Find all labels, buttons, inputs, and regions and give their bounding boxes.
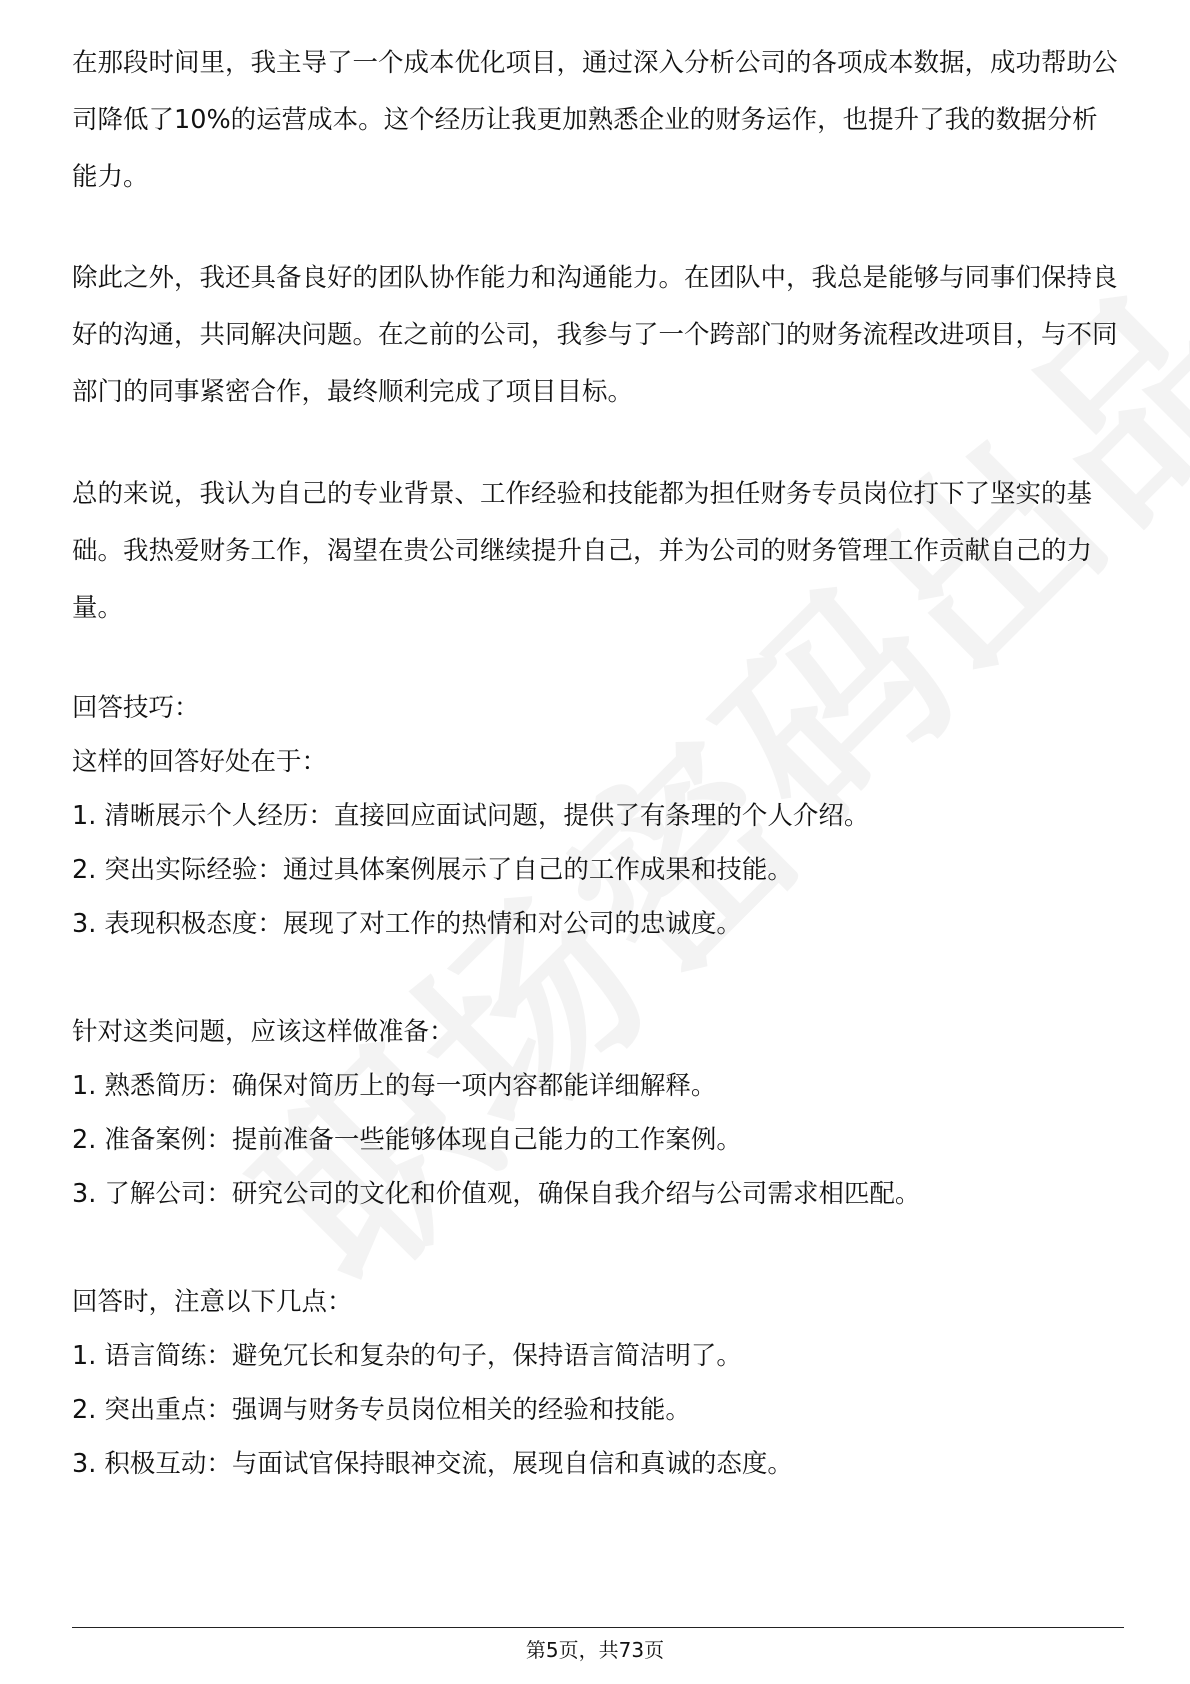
page-number: 第5页，共73页 <box>525 1638 665 1662</box>
body-paragraph: 总的来说，我认为自己的专业背景、工作经验和技能都为担任财务专员岗位打下了坚实的基础。我热爱财务工作，渴望在贵公司继续提升自己，并为公司的财务管理工作贡献自己的力量。 <box>72 479 1093 623</box>
list-item: 1. 语言简练：避免冗长和复杂的句子，保持语言简洁明了。 <box>72 1341 742 1371</box>
list-item: 2. 准备案例：提前准备一些能够体现自己能力的工作案例。 <box>72 1125 742 1155</box>
section-heading-tips: 回答技巧： <box>72 693 200 723</box>
list-item: 3. 了解公司：研究公司的文化和价值观，确保自我介绍与公司需求相匹配。 <box>72 1179 921 1209</box>
list-item: 3. 表现积极态度：展现了对工作的热情和对公司的忠诚度。 <box>72 909 742 939</box>
list-item: 2. 突出实际经验：通过具体案例展示了自己的工作成果和技能。 <box>72 855 793 885</box>
body-paragraph: 在那段时间里，我主导了一个成本优化项目，通过深入分析公司的各项成本数据，成功帮助公司降低了10%的运营成本。这个经历让我更加熟悉企业的财务运作，也提升了我的数据分析能力。 <box>72 48 1118 192</box>
tips-intro: 这样的回答好处在于： <box>72 747 328 777</box>
body-paragraph: 除此之外，我还具备良好的团队协作能力和沟通能力。在团队中，我总是能够与同事们保持良好的沟通，共同解决问题。在之前的公司，我参与了一个跨部门的财务流程改进项目，与不同部门的同事紧密合作，最终顺利完成了项目目标。 <box>72 263 1118 407</box>
list-item: 1. 清晰展示个人经历：直接回应面试问题，提供了有条理的个人介绍。 <box>72 801 870 831</box>
footer-divider <box>72 1627 1124 1628</box>
section-heading-notes: 回答时，注意以下几点： <box>72 1287 353 1317</box>
list-item: 2. 突出重点：强调与财务专员岗位相关的经验和技能。 <box>72 1395 691 1425</box>
list-item: 3. 积极互动：与面试官保持眼神交流，展现自信和真诚的态度。 <box>72 1449 793 1479</box>
list-item: 1. 熟悉简历：确保对简历上的每一项内容都能详细解释。 <box>72 1071 717 1101</box>
section-heading-prep: 针对这类问题，应该这样做准备： <box>72 1017 455 1047</box>
